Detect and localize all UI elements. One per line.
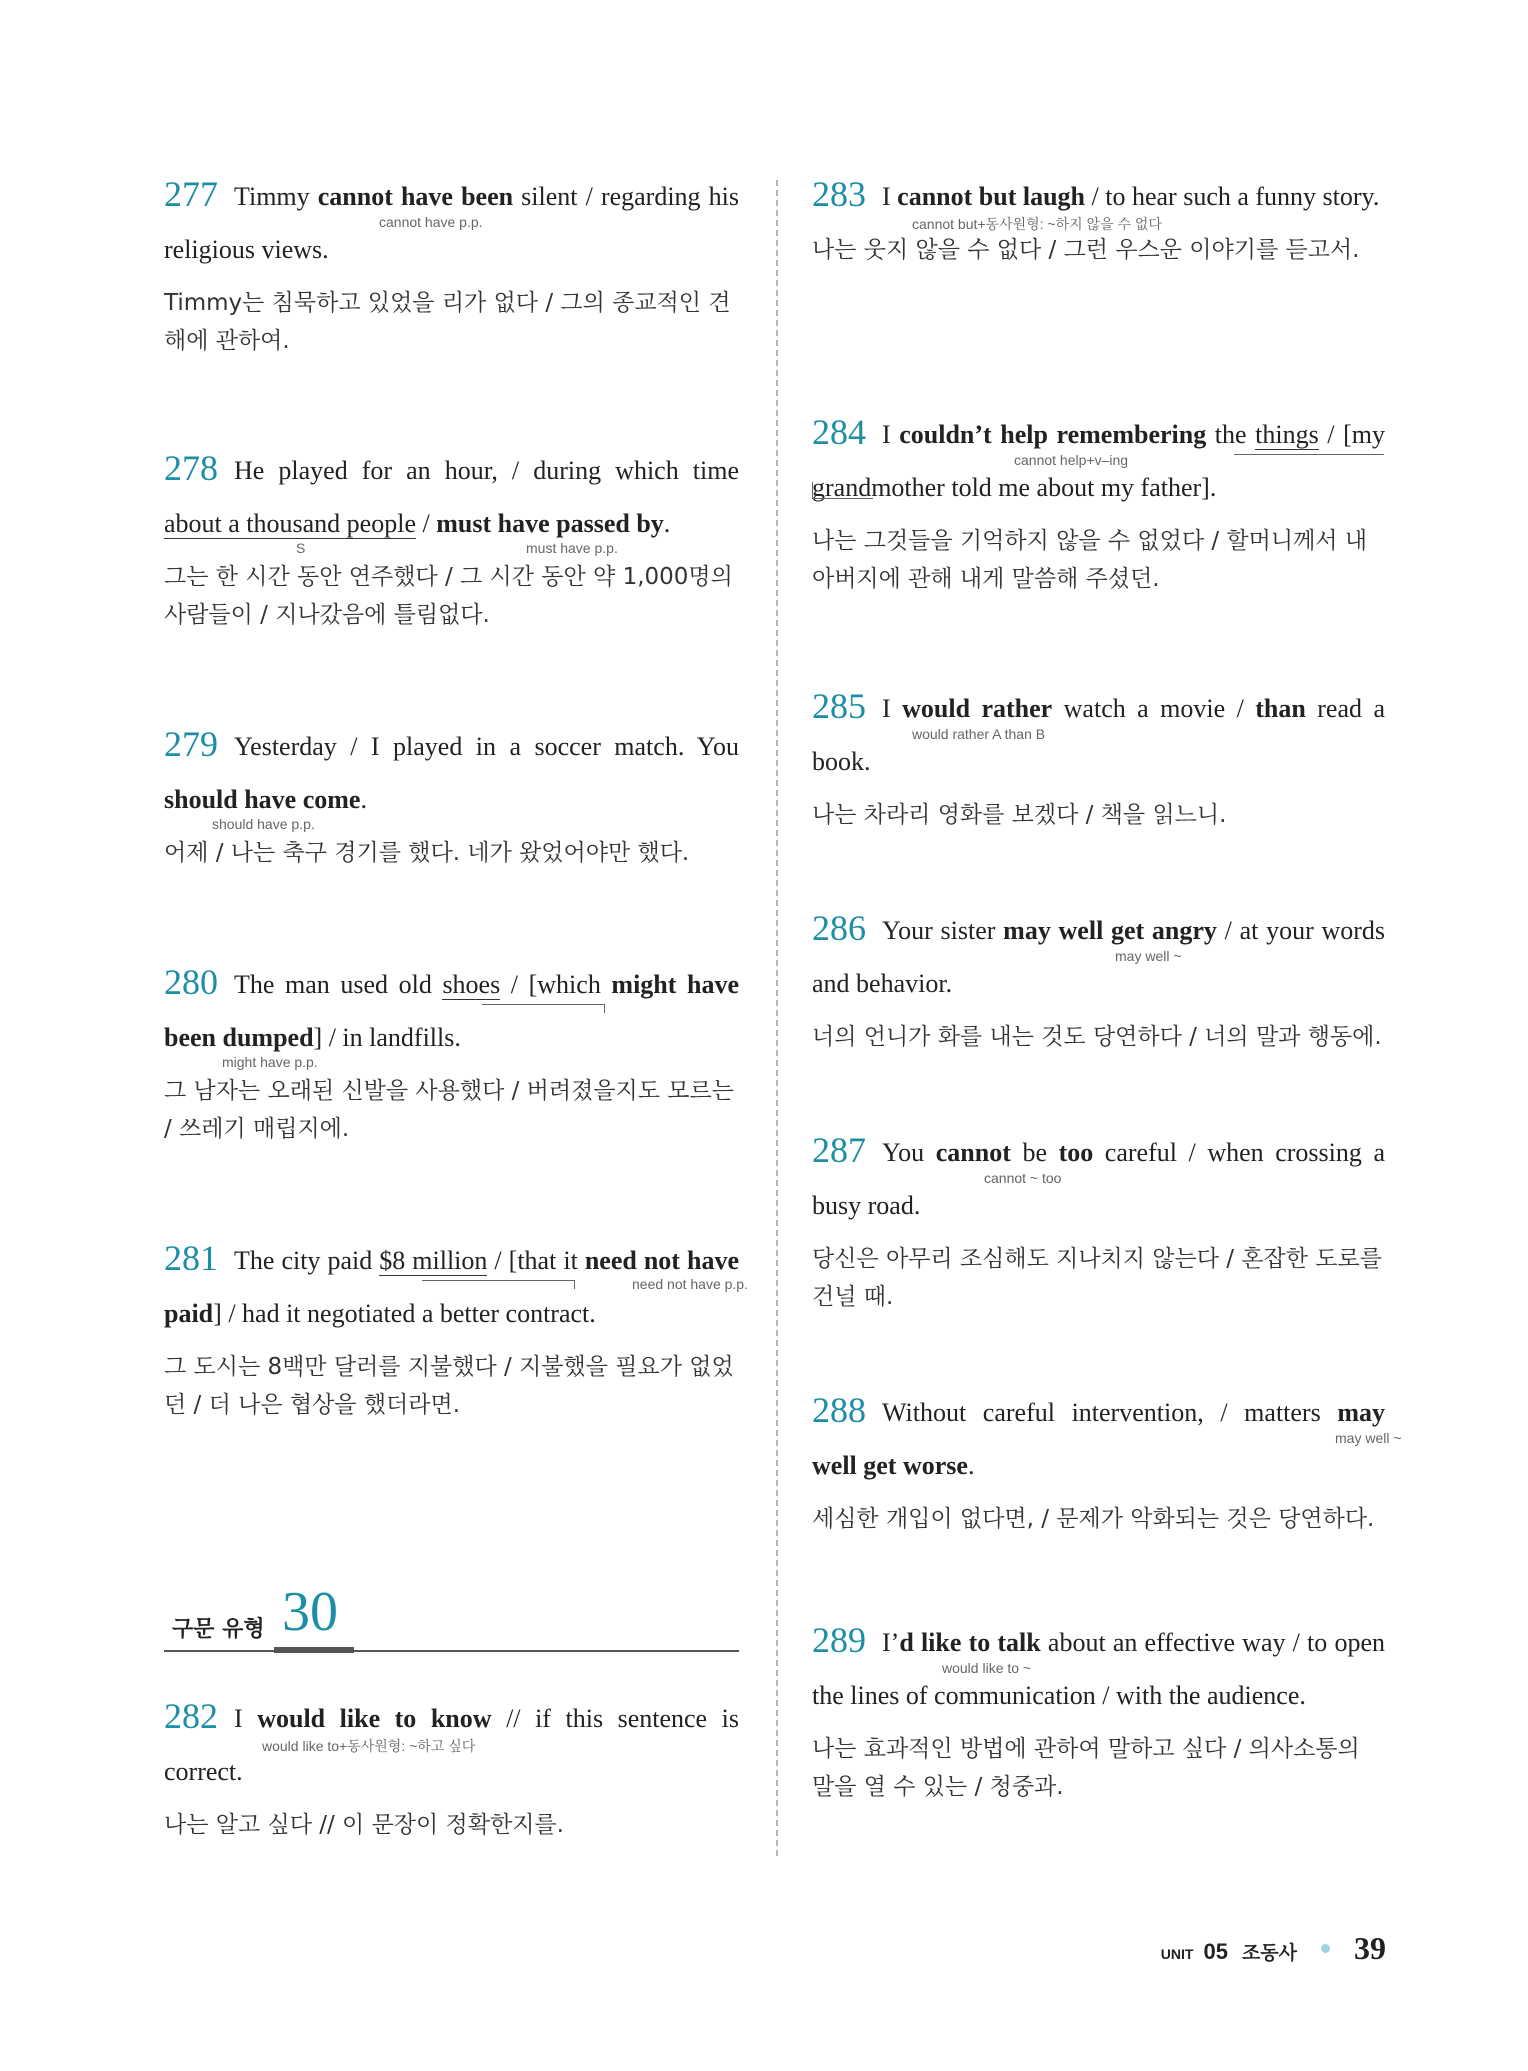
grammar-note: cannot help+v–ing xyxy=(1014,452,1129,468)
relative-clause-bracket xyxy=(812,482,873,499)
key-phrase: couldn’t help remembering xyxy=(899,420,1207,449)
key-phrase: would rather xyxy=(902,694,1053,723)
korean-translation: 너의 언니가 화를 내는 것도 당연하다 / 너의 말과 행동에. xyxy=(812,1024,1382,1050)
korean-translation: 나는 웃지 않을 수 없다 / 그런 우스운 이야기를 듣고서. xyxy=(812,237,1360,263)
relative-clause-arrow xyxy=(422,1280,575,1289)
korean-translation: 세심한 개입이 없다면, / 문제가 악화되는 것은 당연하다. xyxy=(812,1506,1375,1532)
english-sentence: 277 Timmy cannot have been silent / regarding his religious views. xyxy=(164,174,740,264)
key-phrase: d like to talk xyxy=(899,1628,1041,1657)
english-sentence: 282 I would like to know // if this sentence is correct. xyxy=(164,1696,739,1786)
entry-number: 288 xyxy=(812,1390,866,1430)
grammar-note: must have p.p. xyxy=(526,540,618,556)
entry-number: 277 xyxy=(164,174,218,214)
entry-278 xyxy=(164,442,739,634)
unit-number: 05 xyxy=(1203,1939,1228,1964)
key-phrase: may well get worse xyxy=(812,1398,1385,1480)
key-phrase: would like to know xyxy=(257,1704,492,1733)
key-phrase: get angry xyxy=(1111,916,1217,945)
antecedent-underline: shoes xyxy=(442,970,501,999)
key-phrase: cannot have been xyxy=(317,182,514,211)
section-header xyxy=(164,1582,739,1652)
entry-number: 283 xyxy=(812,174,866,214)
unit-title: 조동사 xyxy=(1241,1942,1297,1964)
korean-translation: 나는 그것들을 기억하지 않을 수 없었다 / 할머니께서 내 아버지에 관해 내게 말씀해 주셨던. xyxy=(812,528,1368,592)
entry-277 xyxy=(164,168,739,360)
korean-translation: 그 남자는 오래된 신발을 사용했다 / 버려졌을지도 모르는 / 쓰레기 매립지에. xyxy=(164,1078,734,1142)
entry-282 xyxy=(164,1690,739,1844)
entry-number: 282 xyxy=(164,1696,218,1736)
section-label: 구문 유형 xyxy=(172,1617,265,1642)
entry-number: 286 xyxy=(812,908,866,948)
entry-285 xyxy=(812,680,1385,834)
grammar-note: would rather A than B xyxy=(912,726,1046,742)
antecedent-underline: $8 million xyxy=(379,1246,488,1275)
entry-283 xyxy=(812,168,1385,269)
key-phrase: than xyxy=(1255,694,1306,723)
page-number: 39 xyxy=(1354,1930,1386,1966)
entry-number: 279 xyxy=(164,724,218,764)
english-sentence: 279 Yesterday / I played in a soccer match. You should have come. xyxy=(164,724,739,814)
key-phrase: must have passed by xyxy=(436,509,664,538)
entry-279 xyxy=(164,718,739,872)
key-phrase: need not have paid xyxy=(164,1246,739,1328)
english-sentence: 286 Your sister may well get angry / at your words and behavior. xyxy=(812,908,1386,998)
grammar-note: may well ~ xyxy=(1115,948,1182,964)
grammar-note: need not have p.p. xyxy=(632,1276,748,1292)
grammar-note: cannot have p.p. xyxy=(379,214,483,230)
korean-translation: Timmy는 침묵하고 있었을 리가 없다 / 그의 종교적인 견해에 관하여. xyxy=(164,290,731,354)
english-sentence: 280 The man used old shoes / [which might have been dumped] / in landfills. xyxy=(164,962,740,1052)
entry-number: 281 xyxy=(164,1238,218,1278)
korean-translation: 그는 한 시간 동안 연주했다 / 그 시간 동안 약 1,000명의 사람들이 / 지나갔음에 틀림없다. xyxy=(164,564,733,628)
entry-287 xyxy=(812,1124,1385,1316)
english-sentence: 288 Without careful intervention, / matters may well get worse. xyxy=(812,1390,1385,1480)
section-accent-bar xyxy=(274,1647,354,1653)
grammar-note: would like to+동사원형: ~하고 싶다 xyxy=(262,1738,476,1754)
entry-284 xyxy=(812,406,1385,598)
key-phrase: cannot xyxy=(935,1138,1011,1167)
entry-number: 284 xyxy=(812,412,866,452)
grammar-note: should have p.p. xyxy=(212,816,315,832)
entry-286 xyxy=(812,902,1385,1056)
grammar-note: cannot but+동사원형: ~하지 않을 수 없다 xyxy=(912,216,1162,232)
entry-288 xyxy=(812,1384,1402,1538)
page-footer xyxy=(1161,1930,1386,1967)
korean-translation: 어제 / 나는 축구 경기를 했다. 네가 왔었어야만 했다. xyxy=(164,840,690,866)
english-sentence: 283 I cannot but laugh / to hear such a funny story. xyxy=(812,174,1380,214)
english-sentence: 284 I couldn’t help remembering the things / [my grandmother told me about my father]. xyxy=(812,412,1385,502)
grammar-note: would like to ~ xyxy=(942,1660,1032,1676)
subject-underline: about a thousand people xyxy=(164,509,416,538)
korean-translation: 나는 차라리 영화를 보겠다 / 책을 읽느니. xyxy=(812,802,1227,828)
entry-number: 285 xyxy=(812,686,866,726)
subject-marker: S xyxy=(296,540,306,556)
korean-translation: 나는 효과적인 방법에 관하여 말하고 싶다 / 의사소통의 말을 열 수 있는 / 청중과. xyxy=(812,1736,1360,1800)
column-divider xyxy=(776,180,778,1856)
key-phrase: may well xyxy=(1003,916,1104,945)
english-sentence: 285 I would rather watch a movie / than read a book. xyxy=(812,686,1385,776)
korean-translation: 그 도시는 8백만 달러를 지불했다 / 지불했을 필요가 없었던 / 더 나은 협상을 했더라면. xyxy=(164,1354,734,1418)
entry-number: 280 xyxy=(164,962,218,1002)
unit-label: UNIT xyxy=(1160,1946,1194,1962)
entry-289 xyxy=(812,1614,1385,1806)
entry-number: 278 xyxy=(164,448,218,488)
korean-translation: 나는 알고 싶다 // 이 문장이 정확한지를. xyxy=(164,1812,564,1838)
english-sentence: 278 He played for an hour, / during which time about a thousand people / must have passed by. xyxy=(164,448,739,538)
entry-280 xyxy=(164,956,739,1148)
english-sentence: 287 You cannot be too careful / when crossing a busy road. xyxy=(812,1130,1385,1220)
grammar-note: may well ~ xyxy=(1335,1430,1402,1446)
english-sentence: 289 I’d like to talk about an effective way / to open the lines of communication / with the audience. xyxy=(812,1620,1385,1710)
korean-translation: 당신은 아무리 조심해도 지나치지 않는다 / 혼잡한 도로를 건널 때. xyxy=(812,1246,1382,1310)
section-number: 30 xyxy=(282,1581,338,1643)
grammar-note: might have p.p. xyxy=(222,1054,318,1070)
grammar-note: cannot ~ too xyxy=(984,1170,1062,1186)
entry-281 xyxy=(164,1232,748,1424)
entry-number: 287 xyxy=(812,1130,866,1170)
relative-clause-arrow xyxy=(482,1004,605,1013)
key-phrase: might have been dumped xyxy=(164,970,740,1052)
relative-clause-arrow xyxy=(1234,454,1384,463)
key-phrase: should have come xyxy=(164,785,361,814)
footer-dot-icon xyxy=(1321,1944,1330,1953)
english-sentence: 281 The city paid $8 million / [that it need not have paid] / had it negotiated a better contract. xyxy=(164,1238,739,1328)
antecedent-underline: things xyxy=(1255,420,1319,449)
key-phrase: too xyxy=(1058,1138,1094,1167)
key-phrase: cannot but laugh xyxy=(897,182,1086,211)
entry-number: 289 xyxy=(812,1620,866,1660)
